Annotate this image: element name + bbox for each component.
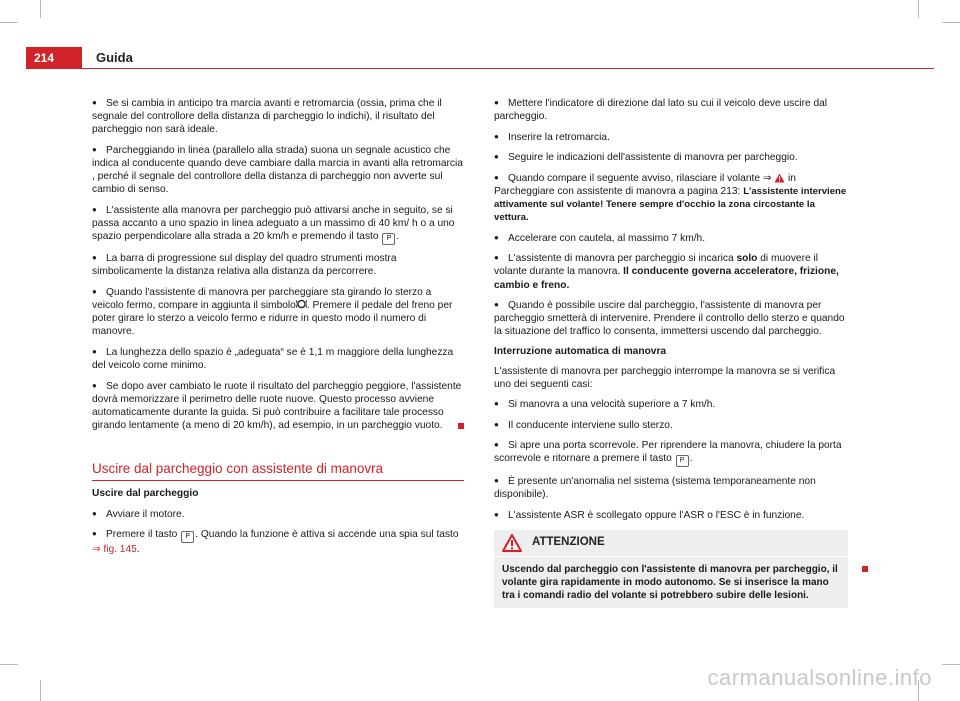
- list-item: ● L'assistente di manovra per parcheggio si incarica solo di muovere il volante durante la manovra. Il conducente governa acceleratore, frizione, cambio e freno.: [494, 253, 839, 291]
- bullet-dot: ●: [494, 440, 499, 450]
- bullet-dot: ●: [494, 399, 499, 409]
- bullet-dot: ●: [92, 98, 97, 107]
- list-item: ● Quando è possibile uscire dal parcheggio, l'assistente di manovra per parcheggio smetterà di intervenire. Prendere il controllo dello sterzo e quando la situazione del traffico lo consenta, immettersi uscendo dal parcheggio.: [494, 300, 845, 338]
- list-item: ● Si apre una porta scorrevole. Per riprendere la manovra, chiudere la porta scorrevole e ritornare a premere il tasto P .: [494, 438, 848, 467]
- list-item: ● Se dopo aver cambiato le ruote il risultato del parcheggio peggiore, l'assistente dovrà memorizzare il perimetro delle ruote nuove. Questo processo avviene automaticamente durante la guida. Si può contribuire a facilitare tale processo girando lentamente (a meno di 20 km/h), ad esempio, in un parcheggio vuoto.: [92, 379, 464, 432]
- watermark: carmanualsonline.info: [707, 665, 932, 690]
- bullet-dot: ●: [494, 152, 499, 162]
- list-item: ● Inserire la retromarcia.: [494, 131, 610, 143]
- header-rule: [82, 68, 934, 69]
- warning-body: Uscendo dal parcheggio con l'assistente di manovra per parcheggio, il volante gira rapidamente in modo autonomo. Se si inserisce la mano tra i comandi radio del volante si potrebbero subire delle lesioni.: [502, 563, 838, 601]
- warning-triangle-icon: [774, 173, 785, 183]
- bullet-dot: ●: [92, 144, 97, 154]
- subheading: Interruzione automatica di manovra: [494, 345, 667, 357]
- list-item: ● Se si cambia in anticipo tra marcia avanti e retromarcia (ossia, prima che il segnale del controllore della distanza di parcheggio lo indichi), il risultato del parcheggio non sarà ideale.: [92, 98, 442, 136]
- crop-mark: [0, 664, 18, 665]
- list-item: ● La lunghezza dello spazio è „adeguata“ se è 1,1 m maggiore della lunghezza del veicolo come minimo.: [92, 346, 454, 371]
- list-item: ● L'assistente alla manovra per parcheggio può attivarsi anche in seguito, se si passa accanto a uno spazio in linea adeguato a un massimo di 40 km/ h o a uno spazio perpendicolare alla strada a 20 km/h e premendo il tasto P .: [92, 203, 464, 245]
- list-item: ● Mettere l'indicatore di direzione dal lato su cui il veicolo deve uscire dal parcheggio.: [494, 98, 828, 123]
- warning-box: [494, 530, 848, 608]
- list-item: ● Quando compare il seguente avviso, rilasciare il volante ⇒ in Parcheggiare con assistente di manovra a pagina 213: L'assistente interviene attivamente sul volante! Tenere sempre d'occhio la zona circostante la vettura.: [494, 172, 847, 224]
- list-item: ● È presente un'anomalia nel sistema (sistema temporaneamente non disponibile).: [494, 475, 816, 501]
- bullet-dot: ●: [494, 253, 499, 263]
- list-item: ● L'assistente ASR è scollegato oppure l'ASR o l'ESC è in funzione.: [494, 509, 805, 521]
- crop-mark: [40, 0, 41, 18]
- bullet-dot: ●: [494, 131, 499, 141]
- warning-header: [494, 530, 848, 557]
- bullet-dot: ●: [92, 204, 97, 214]
- list-item: ● Avviare il motore.: [92, 508, 185, 520]
- list-item: ● Parcheggiando in linea (parallelo alla strada) suona un segnale acustico che indica al conducente quando deve cambiare dalla marcia in avanti alla retromarcia , perché il segnale del controllore della distanza di parcheggio non avverte sul cambio di senso.: [92, 144, 463, 196]
- section-end-mark: [862, 566, 868, 572]
- bullet-dot: ●: [92, 529, 97, 539]
- page-number: 214: [26, 47, 82, 69]
- list-item: ● La barra di progressione sul display del quadro strumenti mostra simbolicamente la distanza relativa alla distanza da percorrere.: [92, 253, 397, 278]
- bullet-dot: ●: [494, 509, 499, 519]
- bullet-dot: ●: [92, 508, 97, 518]
- bullet-dot: ●: [92, 380, 97, 390]
- bullet-dot: ●: [494, 232, 499, 242]
- list-item: ● Accelerare con cautela, al massimo 7 km/h.: [494, 232, 706, 244]
- page-title: Guida: [96, 50, 133, 65]
- list-item: ● Seguire le indicazioni dell'assistente di manovra per parcheggio.: [494, 152, 798, 164]
- crop-mark: [0, 22, 18, 23]
- section-title: Uscire dal parcheggio con assistente di manovra: [92, 462, 464, 481]
- bullet-dot: ●: [92, 346, 97, 356]
- subheading: Uscire dal parcheggio: [92, 488, 199, 500]
- paragraph: L'assistente di manovra per parcheggio interrompe la manovra se si verifica uno dei seguenti casi:: [494, 365, 836, 390]
- warning-triangle-icon: [502, 534, 522, 552]
- crop-mark: [40, 680, 41, 701]
- list-item: ● Si manovra a una velocità superiore a 7 km/h.: [494, 399, 716, 411]
- section-end-mark: [458, 423, 464, 429]
- bullet-dot: ●: [92, 287, 97, 297]
- crop-mark: [918, 0, 919, 18]
- bullet-dot: ●: [494, 419, 499, 429]
- park-assist-key-icon: P: [382, 233, 395, 245]
- bullet-dot: ●: [494, 300, 499, 310]
- brake-symbol-icon: [296, 299, 307, 309]
- crop-mark: [942, 22, 960, 23]
- park-assist-key-icon: P: [181, 531, 194, 543]
- right-column: [494, 96, 848, 608]
- park-assist-key-icon: P: [676, 455, 689, 467]
- list-item: ● Il conducente interviene sullo sterzo.: [494, 419, 673, 431]
- bullet-dot: ●: [494, 172, 499, 182]
- bullet-dot: ●: [92, 253, 97, 263]
- warning-title: ATTENZIONE: [532, 536, 605, 549]
- figure-link[interactable]: ⇒ fig. 145: [92, 544, 137, 556]
- list-item: ● Premere il tasto P . Quando la funzione è attiva si accende una spia sul tasto ⇒ fig. 145.: [92, 529, 459, 556]
- bullet-dot: ●: [494, 475, 499, 485]
- crop-mark: [942, 664, 960, 665]
- list-item: ● Quando l'assistente di manovra per parcheggiare sta girando lo sterzo a veicolo fermo, compare in aggiunta il simbolo . Premere il pedale del freno per poter girare lo sterzo a veicolo fermo e ridurre in questo modo il numero di manovre.: [92, 287, 453, 338]
- bullet-dot: ●: [494, 98, 499, 107]
- left-column: [92, 96, 464, 563]
